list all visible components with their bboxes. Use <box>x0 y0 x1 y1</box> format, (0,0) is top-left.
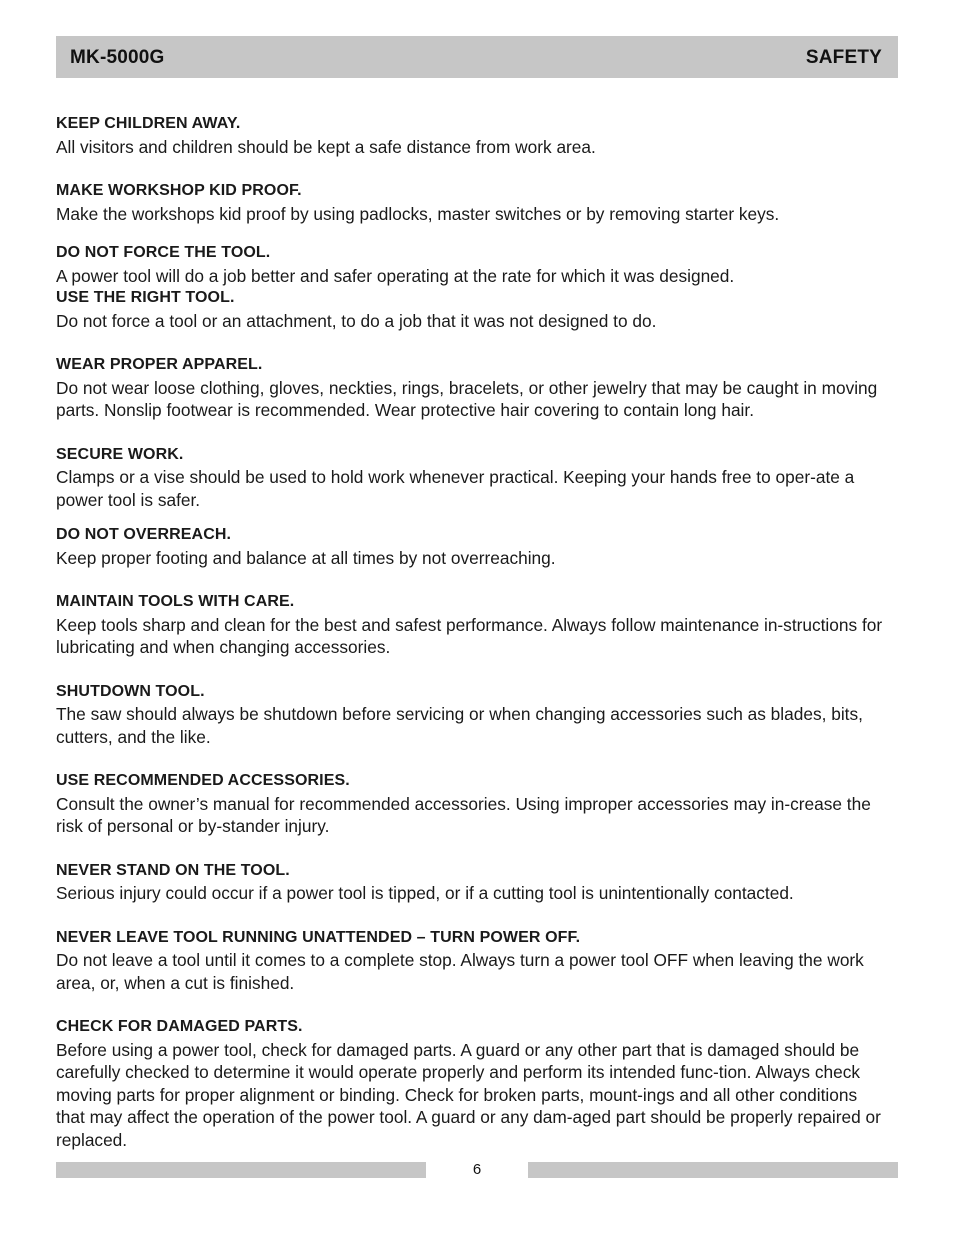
safety-section-body: Consult the owner’s manual for recommended accessories. Using improper accessories may in-crease the risk of personal or by-stander injury. <box>56 793 871 836</box>
safety-section <box>56 1016 888 1151</box>
safety-section-body: Make the workshops kid proof by using padlocks, master switches or by removing starter keys. <box>56 203 780 224</box>
safety-section-title: DO NOT OVERREACH. <box>56 526 232 543</box>
safety-section-title: USE THE RIGHT TOOL. <box>56 289 235 306</box>
safety-section-title: KEEP CHILDREN AWAY. <box>56 115 241 132</box>
header-bar <box>56 36 898 78</box>
safety-section-title: MAINTAIN TOOLS WITH CARE. <box>56 593 295 610</box>
safety-section <box>56 591 888 659</box>
safety-section-title: SHUTDOWN TOOL. <box>56 682 205 700</box>
safety-section <box>56 354 888 422</box>
safety-section <box>56 770 888 838</box>
safety-section <box>56 681 888 749</box>
safety-section <box>56 860 888 905</box>
safety-content <box>56 113 888 1151</box>
safety-section-body: Serious injury could occur if a power tool is tipped, or if a cutting tool is unintentionally contacted. <box>56 883 794 903</box>
safety-section <box>56 524 888 569</box>
safety-section-title: USE RECOMMENDED ACCESSORIES. <box>56 772 350 789</box>
safety-section-title: CHECK FOR DAMAGED PARTS. <box>56 1018 303 1035</box>
safety-section-body: Keep proper footing and balance at all times by not overreaching. <box>56 547 556 568</box>
safety-section <box>56 287 888 332</box>
safety-section-body: The saw should always be shutdown before servicing or when changing accessories such as blades, bits, cutters, and the like. <box>56 704 863 747</box>
page-number: 6 <box>472 1161 482 1178</box>
safety-section-body: Before using a power tool, check for damaged parts. A guard or any other part that is damaged should be carefully checked to determine it would operate properly and perform its intended func-tion. Always check moving parts for proper alignment or binding. Check for broken parts, mount-ings and all other conditions that may affect the operation of the power tool. A guard or any dam-aged part should be properly repaired or replaced. <box>56 1039 881 1150</box>
safety-section-body: Do not leave a tool until it comes to a complete stop. Always turn a power tool OFF when leaving the work area, or, when a cut is finished. <box>56 950 864 993</box>
safety-section-title: NEVER STAND ON THE TOOL. <box>56 861 290 879</box>
safety-section-title: SECURE WORK. <box>56 445 184 463</box>
safety-section-title: NEVER LEAVE TOOL RUNNING UNATTENDED – TURN POWER OFF. <box>56 928 581 946</box>
footer-bar-left <box>56 1162 426 1178</box>
safety-section <box>56 242 888 287</box>
safety-section <box>56 113 888 158</box>
safety-section <box>56 444 888 512</box>
section-title: SAFETY <box>805 47 882 68</box>
safety-section-title: WEAR PROPER APPAREL. <box>56 356 263 373</box>
safety-section-body: Do not wear loose clothing, gloves, neckties, rings, bracelets, or other jewelry that may be caught in moving parts. Nonslip footwear is recommended. Wear protective hair covering to contain long hair. <box>56 377 878 420</box>
safety-section-body: Do not force a tool or an attachment, to do a job that it was not designed to do. <box>56 310 657 331</box>
safety-section <box>56 927 888 995</box>
safety-section-body: A power tool will do a job better and safer operating at the rate for which it was designed. <box>56 265 735 286</box>
safety-section-title: MAKE WORKSHOP KID PROOF. <box>56 182 302 199</box>
safety-section-body: Keep tools sharp and clean for the best and safest performance. Always follow maintenance in-structions for lubricating and when changing accessories. <box>56 614 883 657</box>
safety-section-body: Clamps or a vise should be used to hold work whenever practical. Keeping your hands free to oper-ate a power tool is safer. <box>56 467 855 510</box>
safety-section <box>56 180 888 225</box>
footer-bar-right <box>528 1162 898 1178</box>
safety-section-title: DO NOT FORCE THE TOOL. <box>56 244 271 261</box>
safety-section-body: All visitors and children should be kept a safe distance from work area. <box>56 136 596 157</box>
model-title: MK-5000G <box>70 47 165 68</box>
